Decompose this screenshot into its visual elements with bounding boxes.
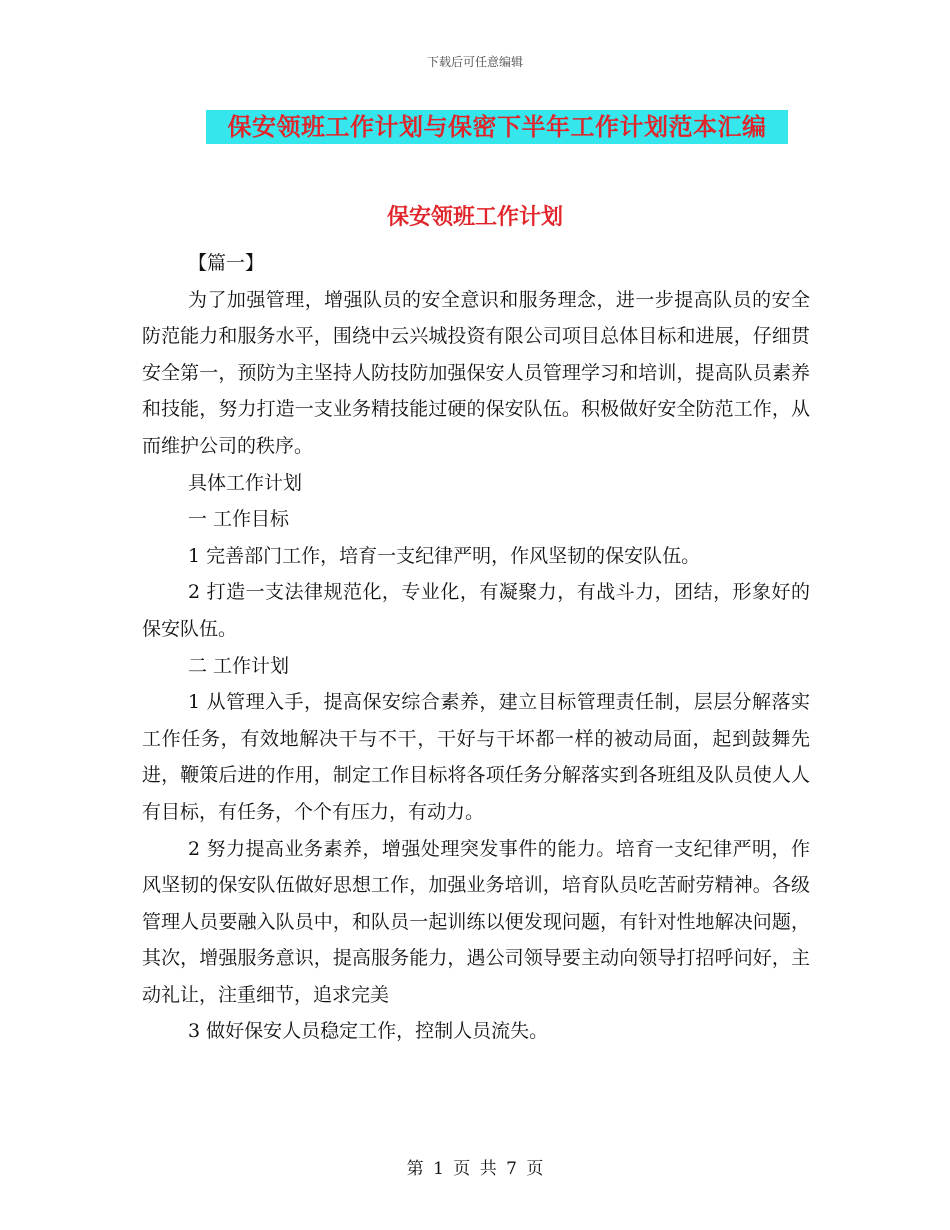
paragraph-goal-heading: 一 工作目标 [188, 508, 290, 531]
document-body [142, 245, 810, 1050]
section-title: 保安领班工作计划 [386, 204, 563, 230]
paragraph-work-plan-heading: 二 工作计划 [188, 654, 290, 677]
paragraph-plan-3: 3 做好保安人员稳定工作，控制人员流失。 [188, 1020, 549, 1043]
document-title: 保安领班工作计划与保密下半年工作计划范本汇编 [206, 110, 788, 144]
paragraph-goal-1: 1 完善部门工作，培育一支纪律严明，作风坚韧的保安队伍。 [188, 544, 701, 567]
header-note: 下载后可任意编辑 [426, 55, 523, 69]
page-footer: 第 1 页 共 7 页 [406, 1159, 544, 1179]
paragraph-plan-2: 2 努力提高业务素养，增强处理突发事件的能力。培育一支纪律严明，作风坚韧的保安队伍做好思想工作，加强业务培训，培育队员吃苦耐劳精神。各级管理人员要融入队员中，和队员一起训练以便发现问题，有针对性地解决问题，其次，增强服务意识，提高服务能力，遇公司领导要主动向领导打招呼问好，主动礼让，注重细节，追求完美 [142, 837, 810, 1006]
paragraph-goal-2: 2 打造一支法律规范化，专业化，有凝聚力，有战斗力，团结，形象好的保安队伍。 [142, 581, 810, 640]
paragraph-intro: 为了加强管理，增强队员的安全意识和服务理念，进一步提高队员的安全防范能力和服务水平，围绕中云兴城投资有限公司项目总体目标和进展，仔细贯安全第一，预防为主坚持人防技防加强保安人员管理学习和培训，提高队员素养和技能，努力打造一支业务精技能过硬的保安队伍。积极做好安全防范工作，从而维护公司的秩序。 [142, 288, 810, 457]
paragraph-chapter-label: 【篇一】 [188, 252, 265, 274]
paragraph-plan-heading: 具体工作计划 [188, 471, 303, 494]
paragraph-plan-1: 1 从管理入手，提高保安综合素养，建立目标管理责任制，层层分解落实工作任务，有效地解决干与不干，干好与干坏都一样的被动局面，起到鼓舞先进，鞭策后进的作用，制定工作目标将各项任务分解落实到各班组及队员使人人有目标，有任务，个个有压力，有动力。 [142, 691, 810, 823]
